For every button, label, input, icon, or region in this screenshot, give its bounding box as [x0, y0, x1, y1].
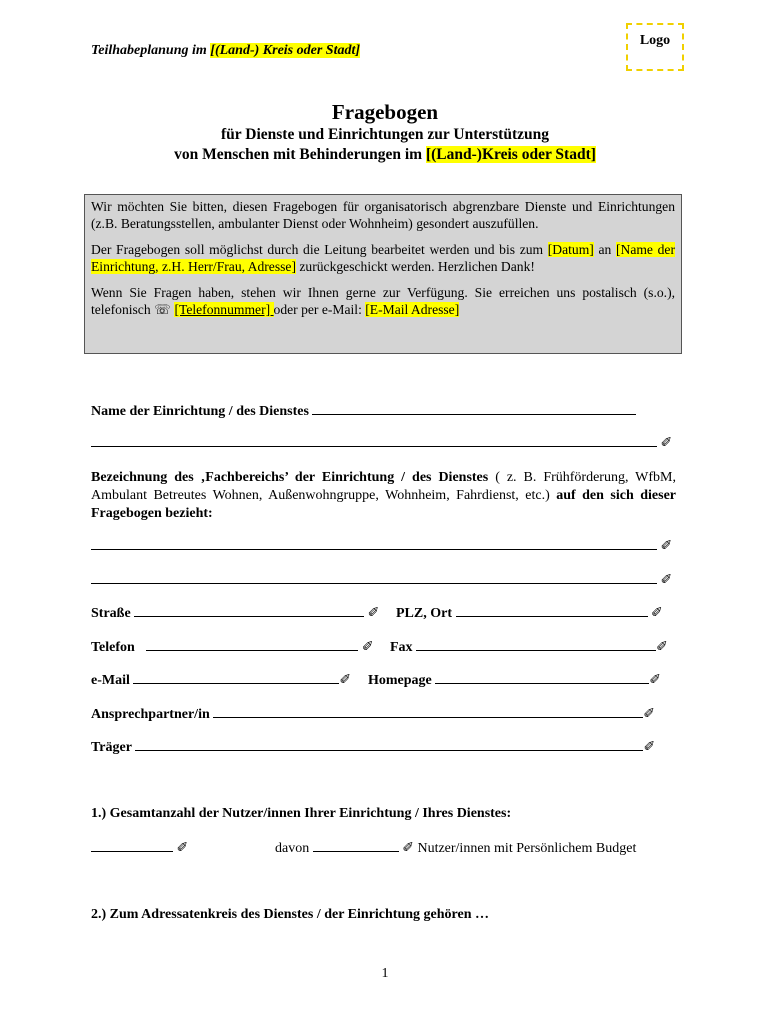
fachbereich-label-end: auf den sich dieser Fragebogen bezieht:	[91, 488, 676, 521]
subtitle-line1: für Dienste und Einrichtungen zur Unterstützung	[221, 126, 549, 143]
question-1: 1.) Gesamtanzahl der Nutzer/innen Ihrer Einrichtung / Ihres Dienstes:	[91, 806, 512, 821]
date-placeholder: [Datum]	[547, 242, 594, 257]
logo-label: Logo	[639, 33, 671, 48]
email-placeholder: [E-Mail Adresse]	[365, 302, 460, 317]
page-title: Fragebogen	[331, 100, 439, 124]
page-number: 1	[381, 966, 389, 981]
pen-icon: ✐	[660, 573, 673, 588]
homepage-label: Homepage	[368, 673, 432, 688]
pen-icon: ✐	[176, 841, 189, 856]
fax-field-row	[390, 638, 668, 657]
telefon-input-line[interactable]	[146, 638, 358, 651]
name-second-line-row	[91, 434, 672, 453]
name-label: Name der Einrichtung / des Dienstes	[91, 404, 309, 419]
intro-p3-text-a: Wenn Sie Fragen haben, stehen wir Ihnen gerne zur Verfügung. Sie erreichen uns postalisch (s.o.), telefonisch	[91, 285, 675, 317]
ansprechpartner-input-line[interactable]	[213, 705, 643, 718]
pen-icon: ✐	[649, 673, 661, 688]
fachbereich-description	[91, 469, 676, 523]
fachbereich-line-2-row	[91, 571, 672, 590]
name-input-line-2[interactable]	[91, 434, 657, 447]
subtitle-line2-placeholder: [(Land-)Kreis oder Stadt]	[425, 146, 596, 163]
fax-label: Fax	[390, 640, 413, 655]
ansprechpartner-label: Ansprechpartner/in	[91, 707, 210, 722]
strasse-field-row	[91, 604, 379, 623]
subtitle-line2-prefix: von Menschen mit Behinderungen im	[174, 146, 426, 163]
email-label: e-Mail	[91, 673, 130, 688]
intro-p2-text-a: Der Fragebogen soll möglichst durch die Leitung bearbeitet werden und bis zum	[91, 242, 548, 257]
q1-total-row	[91, 839, 188, 858]
intro-paragraph-3	[91, 284, 675, 318]
pen-icon: ✐	[660, 539, 673, 554]
plz-ort-label: PLZ, Ort	[396, 606, 452, 621]
traeger-input-line[interactable]	[135, 738, 643, 751]
traeger-field-row	[91, 738, 655, 757]
subtitle-line2	[0, 146, 770, 164]
intro-p3-text-b: oder per e-Mail:	[273, 302, 366, 317]
email-input-line[interactable]	[133, 671, 339, 684]
email-field-row	[91, 671, 351, 690]
contact-placeholder: [Name der Einrichtung, z.H. Herr/Frau, Adresse]	[91, 242, 675, 274]
pen-icon: ✐	[651, 606, 663, 621]
fachbereich-input-line-1[interactable]	[91, 537, 657, 550]
fachbereich-input-line-2[interactable]	[91, 571, 657, 584]
plz-field-row	[396, 604, 663, 623]
intro-p2-text-b: an	[593, 242, 616, 257]
intro-paragraph-2	[91, 241, 675, 275]
q1-budget-row	[275, 839, 636, 858]
homepage-field-row	[368, 671, 661, 690]
telefon-label: Telefon	[91, 640, 135, 655]
plz-ort-input-line[interactable]	[456, 604, 648, 617]
pen-icon: ✐	[643, 740, 656, 755]
document-header	[91, 43, 360, 59]
pen-icon: ✐	[361, 640, 374, 655]
q1-davon-label: davon	[275, 841, 310, 856]
intro-p2-text-c: zurückgeschickt werden. Herzlichen Dank!	[295, 259, 535, 274]
strasse-input-line[interactable]	[134, 604, 364, 617]
fachbereich-line-1-row	[91, 537, 672, 556]
phone-placeholder: [Telefonnummer]	[174, 302, 274, 317]
traeger-label: Träger	[91, 740, 132, 755]
pen-icon: ✐	[402, 841, 414, 856]
q1-budget-input-line[interactable]	[313, 839, 399, 852]
strasse-label: Straße	[91, 606, 131, 621]
pen-icon: ✐	[339, 673, 352, 688]
pen-icon: ✐	[660, 436, 673, 451]
intro-box	[84, 194, 682, 354]
header-placeholder: [(Land-) Kreis oder Stadt]	[210, 43, 361, 58]
telefon-field-row	[91, 638, 374, 657]
pen-icon: ✐	[656, 640, 668, 655]
intro-paragraph-1: Wir möchten Sie bitten, diesen Fragebogen für organisatorisch abgrenzbare Dienste und Einrichtungen (z.B. Beratungsstellen, ambulanter Dienst oder Wohnheim) gesondert auszufüllen.	[91, 199, 675, 231]
q1-budget-label: Nutzer/innen mit Persönlichem Budget	[417, 841, 637, 856]
q1-total-input-line[interactable]	[91, 839, 173, 852]
header-prefix: Teilhabeplanung im	[91, 43, 211, 58]
question-2: 2.) Zum Adressatenkreis des Dienstes / der Einrichtung gehören …	[91, 907, 489, 922]
telephone-icon: ☏	[154, 302, 172, 317]
name-input-line[interactable]	[312, 402, 636, 415]
pen-icon: ✐	[643, 707, 655, 722]
fachbereich-label: Bezeichnung des ‚Fachbereichs’ der Einrichtung / des Dienstes	[91, 470, 489, 485]
ansprechpartner-field-row	[91, 705, 655, 724]
fachbereich-examples: ( z. B. Frühförderung, WfbM, Ambulant Betreutes Wohnen, Außenwohngruppe, Wohnheim, Fahrdienst, etc.)	[91, 470, 677, 503]
logo-placeholder	[626, 23, 684, 71]
homepage-input-line[interactable]	[435, 671, 649, 684]
name-field-row	[91, 402, 636, 421]
pen-icon: ✐	[367, 606, 380, 621]
fax-input-line[interactable]	[416, 638, 656, 651]
